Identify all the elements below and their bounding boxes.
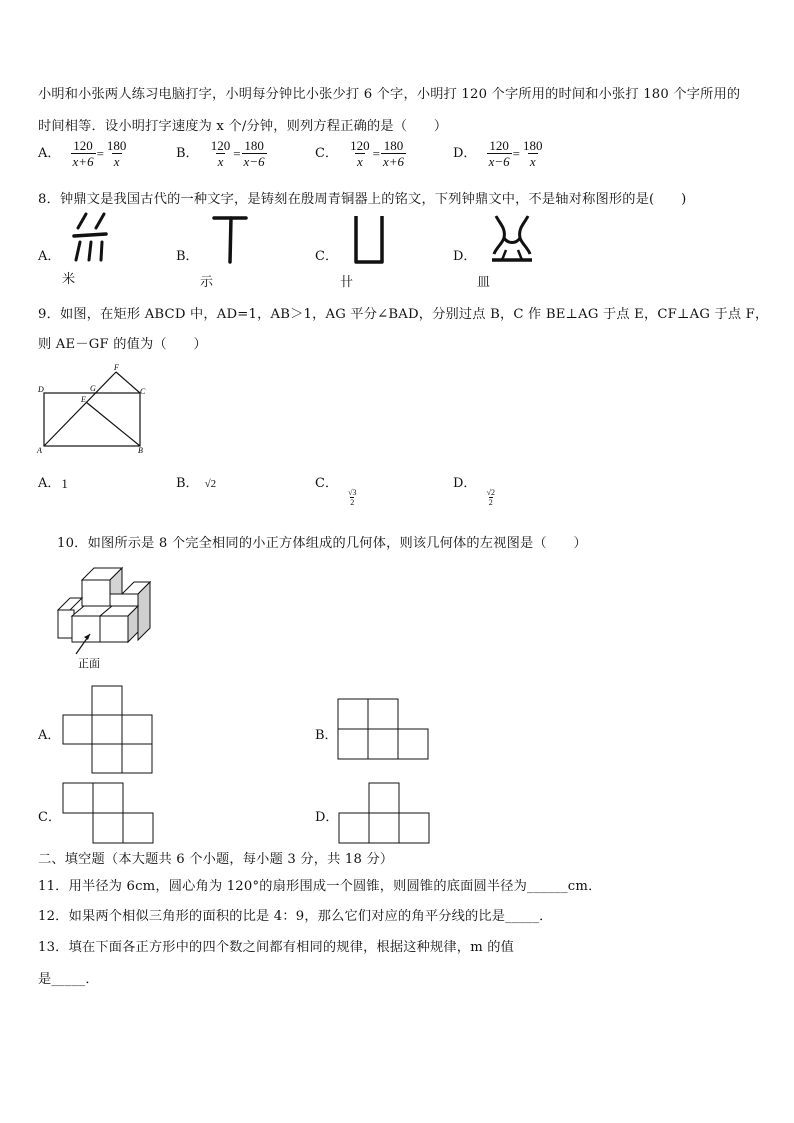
fraction-left: $\frac{120}{x-6}$ [488, 138, 510, 169]
q10-option-a-view[interactable] [62, 685, 154, 775]
q10-option-b-view[interactable] [337, 698, 429, 760]
label-g: G [90, 384, 96, 393]
q8-option-d-label[interactable]: D． [453, 249, 477, 264]
q9-stem-line2: 则 AE－GF 的值为（ ） [38, 337, 207, 352]
q7-stem-line1: 小明和小张两人练习电脑打字，小明每分钟比小张少打 6 个字，小明打 120 个字所用的时间和小张打 180 个字所用的 [38, 87, 741, 102]
label-c: C [140, 387, 146, 396]
fraction: $\frac{√3}{2}$ [348, 488, 357, 507]
fraction-left: $\frac{120}{x}$ [210, 138, 231, 169]
q8-option-a-label[interactable]: A． [38, 249, 61, 264]
label-a: A [37, 446, 42, 455]
option-label: B． [176, 146, 199, 161]
q10-option-a-label[interactable]: A． [38, 728, 61, 743]
q8-option-c-label[interactable]: C． [315, 249, 338, 264]
section-heading: 二、填空题（本大题共 6 个小题，每小题 3 分，共 18 分） [38, 852, 394, 867]
option-label: C． [315, 146, 338, 161]
fraction-right: $\frac{180}{x}$ [106, 138, 127, 169]
fraction-right: $\frac{180}{x+6}$ [382, 138, 404, 169]
bronze-glyph-c-icon [352, 212, 386, 264]
q8-option-d-caption: 皿 [477, 275, 491, 290]
q9-option-b[interactable]: B． √2 [176, 476, 217, 491]
q7-option-d[interactable]: D． $\frac{120}{x-6}$ = $\frac{180}{x}$ [453, 138, 543, 169]
label-b: B [138, 446, 143, 455]
q8-option-a-caption: 米 [62, 272, 76, 287]
q11-stem: 11．用半径为 6cm，圆心角为 120°的扇形围成一个圆锥，则圆锥的底面圆半径为______cm． [38, 879, 602, 894]
q9-stem-line1: 9．如图，在矩形 ABCD 中，AD=1，AB＞1，AG 平分∠BAD，分别过点 B，C 作 BE⊥AG 于点 E，CF⊥AG 于点 F， [38, 307, 769, 322]
bronze-glyph-d-icon [490, 214, 534, 264]
option-label: A． [38, 146, 61, 161]
q9-option-a[interactable]: A．1 [38, 475, 68, 491]
q7-option-a[interactable]: A． $\frac{120}{x+6}$ = $\frac{180}{x}$ [38, 138, 127, 169]
q12-stem: 12．如果两个相似三角形的面积的比是 4：9，那么它们对应的角平分线的比是_____． [38, 909, 553, 924]
label-e: E [81, 395, 86, 404]
q10-option-b-label[interactable]: B． [315, 728, 338, 743]
fraction: $\frac{√2}{2}$ [486, 488, 495, 507]
q8-option-b-caption: 示 [200, 275, 214, 290]
cube-solid-figure [54, 558, 154, 674]
q10-option-d-view[interactable] [338, 782, 430, 844]
fraction-right: $\frac{180}{x}$ [522, 138, 543, 169]
q7-stem-line2: 时间相等．设小明打字速度为 x 个/分钟，则列方程正确的是（ ） [38, 119, 448, 134]
q10-option-c-label[interactable]: C． [38, 810, 61, 825]
bronze-glyph-b-icon [210, 212, 250, 264]
q8-option-c-caption: 卄 [340, 275, 354, 290]
q7-option-b[interactable]: B． $\frac{120}{x}$ = $\frac{180}{x-6}$ [176, 138, 265, 169]
q7-option-c[interactable]: C． $\frac{120}{x}$ = $\frac{180}{x+6}$ [315, 138, 404, 169]
q10-option-d-label[interactable]: D． [315, 810, 339, 825]
q10-stem: 10．如图所示是 8 个完全相同的小正方体组成的几何体，则该几何体的左视图是（ ） [57, 536, 587, 551]
label-f: F [114, 363, 119, 372]
label-d: D [38, 385, 44, 394]
q9-option-d[interactable]: D． $\frac{√2}{2}$ [453, 476, 495, 507]
q9-option-c[interactable]: C． $\frac{√3}{2}$ [315, 476, 357, 507]
bronze-glyph-a-icon [70, 212, 110, 264]
front-label: 正面 [78, 657, 100, 670]
fraction-left: $\frac{120}{x}$ [350, 138, 370, 169]
fraction-left: $\frac{120}{x+6}$ [72, 138, 94, 169]
q8-stem: 8．钟鼎文是我国古代的一种文字，是铸刻在殷周青铜器上的铭文，下列钟鼎文中，不是轴对称图形的是( ) [38, 192, 687, 207]
option-label: D． [453, 146, 477, 161]
q13-stem-line2: 是_____． [38, 972, 99, 987]
q13-stem-line1: 13．填在下面各正方形中的四个数之间都有相同的规律，根据这种规律，m 的值 [38, 940, 515, 955]
q8-option-b-label[interactable]: B． [176, 249, 199, 264]
q10-option-c-view[interactable] [62, 782, 154, 844]
fraction-right: $\frac{180}{x-6}$ [243, 138, 265, 169]
rectangle-figure [34, 362, 154, 456]
